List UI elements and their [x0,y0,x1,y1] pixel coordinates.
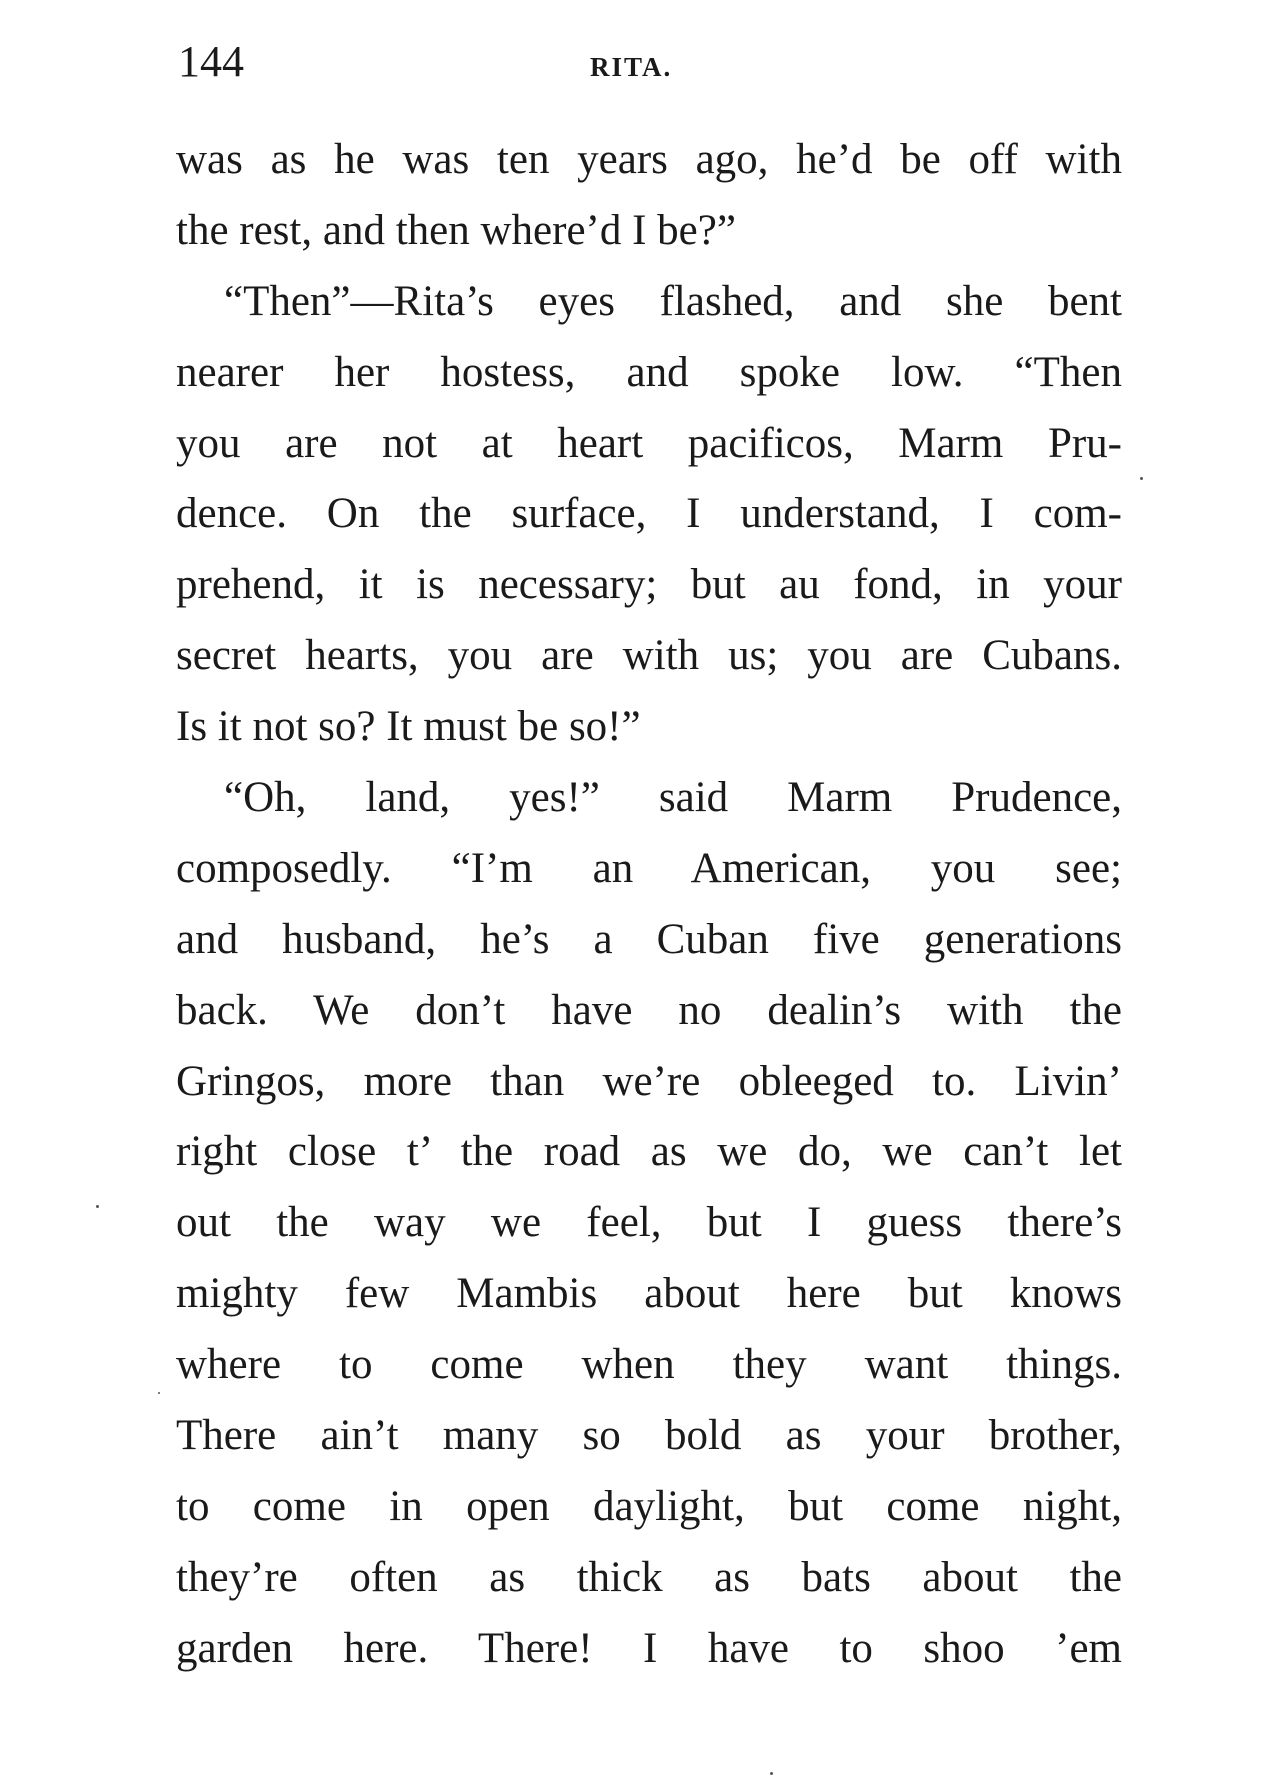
text-line: they’re often as thick as bats about the [176,1553,1122,1601]
text-line: you are not at heart pacificos, Marm Pru- [176,419,1122,467]
body-text [176,125,1122,1685]
text-line: Gringos, more than we’re obleeged to. Livin’ [176,1057,1122,1105]
text-line: secret hearts, you are with us; you are Cubans. [176,632,1122,680]
text-line: to come in open daylight, but come night, [176,1482,1122,1530]
paper-speck [1140,477,1143,480]
text-line: mighty few Mambis about here but knows [176,1270,1122,1318]
text-line: the rest, and then where’d I be?” [176,206,736,254]
page-number: 144 [178,37,244,86]
text-line: nearer her hostess, and spoke low. “Then [176,348,1122,396]
text-line: right close t’ the road as we do, we can’t let [176,1128,1122,1176]
text-line: and husband, he’s a Cuban five generations [176,915,1122,963]
text-line: “Then”—Rita’s eyes flashed, and she bent [224,277,1122,325]
text-line: composedly. “I’m an American, you see; [176,844,1122,892]
text-line: prehend, it is necessary; but au fond, in your [176,561,1122,609]
paper-speck [96,1205,99,1208]
running-title: RITA. [590,52,673,82]
text-line: Is it not so? It must be so!” [176,703,641,751]
text-line: “Oh, land, yes!” said Marm Prudence, [224,774,1122,822]
paper-speck [158,1392,160,1394]
text-line: where to come when they want things. [176,1341,1122,1389]
text-line: out the way we feel, but I guess there’s [176,1199,1122,1247]
text-line: dence. On the surface, I understand, I com- [176,490,1122,538]
text-line: back. We don’t have no dealin’s with the [176,986,1122,1034]
text-line: There ain’t many so bold as your brother, [176,1412,1122,1460]
text-line: garden here. There! I have to shoo ’em [176,1624,1122,1672]
text-line: was as he was ten years ago, he’d be off with [176,136,1122,183]
paper-speck [770,1772,773,1775]
